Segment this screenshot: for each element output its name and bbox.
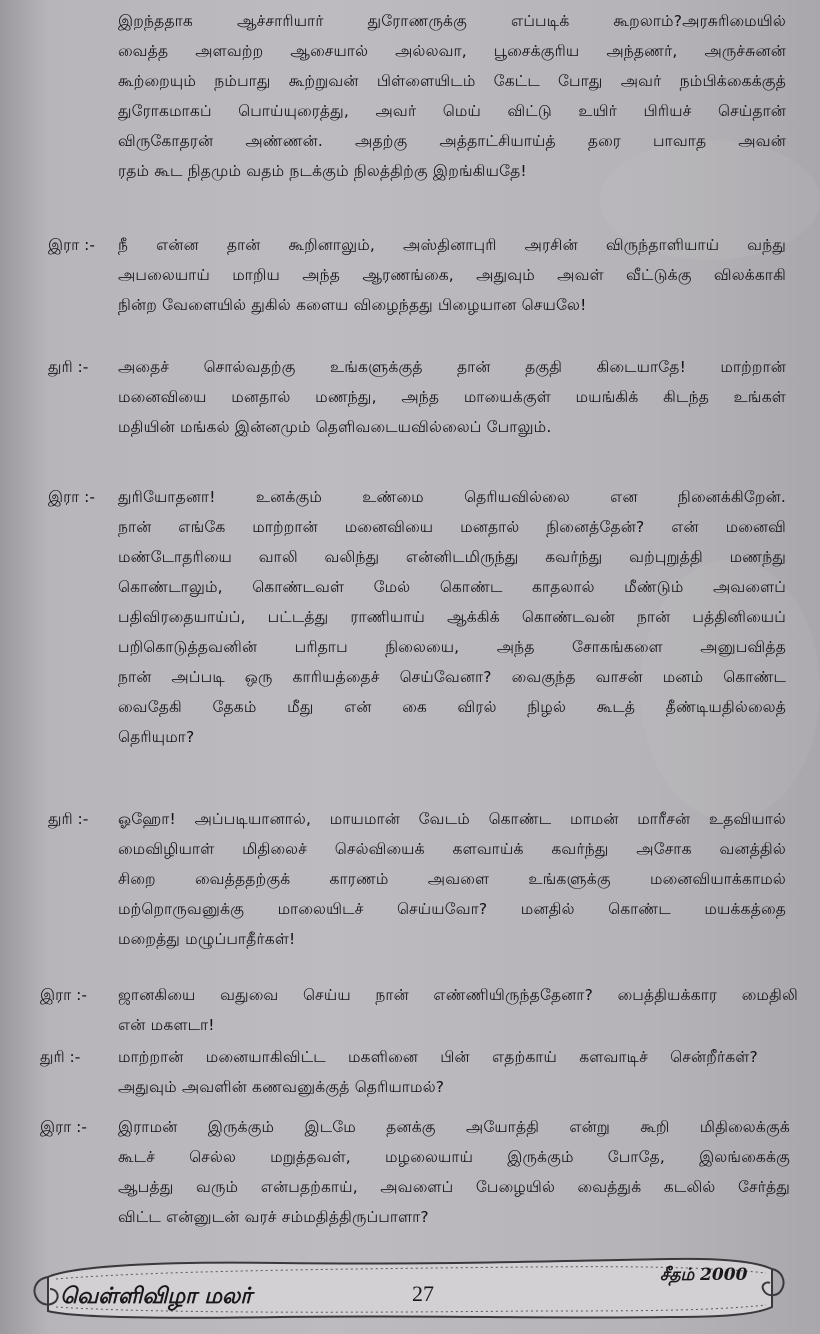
- footer-issue: சீதம் 2000: [660, 1265, 748, 1285]
- text-line: என் மகளடா!: [118, 1016, 215, 1034]
- text-line: விட்ட என்னுடன் வரச் சம்மதித்திருப்பாளா?: [118, 1208, 429, 1226]
- text-line: தெரியுமா?: [118, 728, 195, 746]
- text-line: [118, 6, 786, 36]
- text-line: நான் அப்படி ஒரு காரியத்தைச் செய்வேனா? வைகுந்த வாசன் மனம் கொண்ட: [118, 668, 786, 686]
- dialogue-paragraph: [118, 804, 786, 954]
- page-number: 27: [412, 1281, 434, 1306]
- speaker-label: இரா :-: [40, 986, 87, 1004]
- text-line-main: இறந்ததாக ஆச்சாரியார் துரோணருக்கு எப்படிக் கூறலாம்?: [118, 12, 683, 30]
- text-line: இராமன் இருக்கும் இடமே தனக்கு அயோத்தி என்று கூறி மிதிலைக்குக்: [118, 1118, 790, 1136]
- text-line: மற்றொருவனுக்கு மாலையிடச் செய்யவோ? மனதில் கொண்ட மயக்கத்தை: [118, 900, 786, 918]
- text-line: ஆபத்து வரும் என்பதற்காய், அவளைப் பேழையில் வைத்துக் கடலில் சேர்த்து: [118, 1178, 790, 1196]
- dialogue-paragraph: [118, 1112, 790, 1232]
- text-line: நான் எங்கே மாற்றான் மனைவியை மனதால் நினைத்தேன்? என் மனைவி: [118, 518, 786, 536]
- text-line: மாற்றான் மனையாகிவிட்ட மகளினை பின் எதற்காய் களவாடிச் சென்றீர்கள்?: [118, 1048, 758, 1066]
- text-line: விருகோதரன் அண்ணன். அதற்கு அத்தாட்சியாய்த் தரை பாவாத அவன்: [118, 132, 786, 150]
- footer-banner: [30, 1255, 785, 1325]
- text-line: வைத்த அளவற்ற ஆசையால் அல்லவா, பூசைக்குரிய அந்தணர், அருச்சுனன்: [118, 42, 786, 60]
- text-line: பறிகொடுத்தவனின் பரிதாப நிலையை, அந்த சோகங்களை அனுபவித்த: [118, 638, 786, 656]
- text-line: சிறை வைத்ததற்குக் காரணம் அவளை உங்களுக்கு மனைவியாக்காமல்: [118, 870, 786, 888]
- text-line: கூடச் செல்ல மறுத்தவள், மழலையாய் இருக்கும் போதே, இலங்கைக்கு: [118, 1148, 790, 1166]
- text-line: அதைச் சொல்வதற்கு உங்களுக்குத் தான் தகுதி கிடையாதே! மாற்றான்: [118, 358, 786, 376]
- text-line: அபலையாய் மாறிய அந்த ஆரணங்கை, அதுவும் அவள் வீட்டுக்கு விலக்காகி: [118, 266, 786, 284]
- dialogue-paragraph: [118, 1042, 758, 1102]
- speaker-label: இரா :-: [48, 488, 95, 506]
- text-line: மண்டோதரியை வாலி வலிந்து என்னிடமிருந்து கவர்ந்து வற்புறுத்தி மணந்து: [118, 548, 786, 566]
- text-line: அதுவும் அவளின் கணவனுக்குத் தெரியாமல்?: [118, 1078, 445, 1096]
- footer-title: வெள்ளிவிழா மலர்: [60, 1283, 252, 1309]
- text-line: மறைத்து மழுப்பாதீர்கள்!: [118, 930, 296, 948]
- text-line: துரோகமாகப் பொய்யுரைத்து, அவர் மெய் விட்டு உயிர் பிரியச் செய்தான்: [118, 102, 786, 120]
- text-line: ஓஹோ! அப்படியானால், மாயமான் வேடம் கொண்ட மாமன் மாரீசன் உதவியால்: [118, 810, 786, 828]
- speaker-label: துரி :-: [48, 358, 89, 376]
- speaker-label: இரா :-: [40, 1118, 87, 1136]
- speaker-label: இரா :-: [48, 236, 95, 254]
- text-line-tail: அரசுரிமையில்: [682, 12, 786, 30]
- paragraph-continuation: [118, 6, 786, 186]
- speaker-label: துரி :-: [48, 810, 89, 828]
- text-line: ஜானகியை வதுவை செய்ய நான் எண்ணியிருந்ததேனா? பைத்தியக்கார மைதிலி: [118, 986, 798, 1004]
- dialogue-paragraph: [118, 230, 786, 320]
- dialogue-paragraph: [118, 980, 798, 1040]
- text-line: நின்ற வேளையில் துகில் களைய விழைந்தது பிழையான செயலே!: [118, 296, 587, 314]
- text-line: மதியின் மங்கல் இன்னமும் தெளிவடையவில்லைப் போலும்.: [118, 418, 552, 436]
- text-line: கூற்றையும் நம்பாது கூற்றுவன் பிள்ளையிடம் கேட்ட போது அவர் நம்பிக்கைக்குத்: [118, 72, 786, 90]
- text-line: மைவிழியாள் மிதிலைச் செல்வியைக் களவாய்க் கவர்ந்து அசோக வனத்தில்: [118, 840, 786, 858]
- text-line: பதிவிரதையாய்ப், பட்டத்து ராணியாய் ஆக்கிக் கொண்டவன் நான் பத்தினியைப்: [118, 608, 786, 626]
- dialogue-paragraph: [118, 352, 786, 442]
- dialogue-paragraph: [118, 482, 786, 752]
- text-line: வைதேகி தேகம் மீது என் கை விரல் நிழல் கூடத் தீண்டியதில்லைத்: [118, 698, 786, 716]
- text-line: துரியோதனா! உனக்கும் உண்மை தெரியவில்லை என நினைக்கிறேன்.: [118, 488, 786, 506]
- text-line: கொண்டாலும், கொண்டவள் மேல் கொண்ட காதலால் மீண்டும் அவளைப்: [118, 578, 786, 596]
- text-line: ரதம் கூட நிதமும் வதம் நடக்கும் நிலத்திற்கு இறங்கியதே!: [118, 162, 527, 180]
- text-line: மனைவியை மனதால் மணந்து, அந்த மாயைக்குள் மயங்கிக் கிடந்த உங்கள்: [118, 388, 786, 406]
- text-line: நீ என்ன தான் கூறினாலும், அஸ்தினாபுரி அரசின் விருந்தாளியாய் வந்து: [118, 236, 786, 254]
- speaker-label: துரி :-: [40, 1048, 81, 1066]
